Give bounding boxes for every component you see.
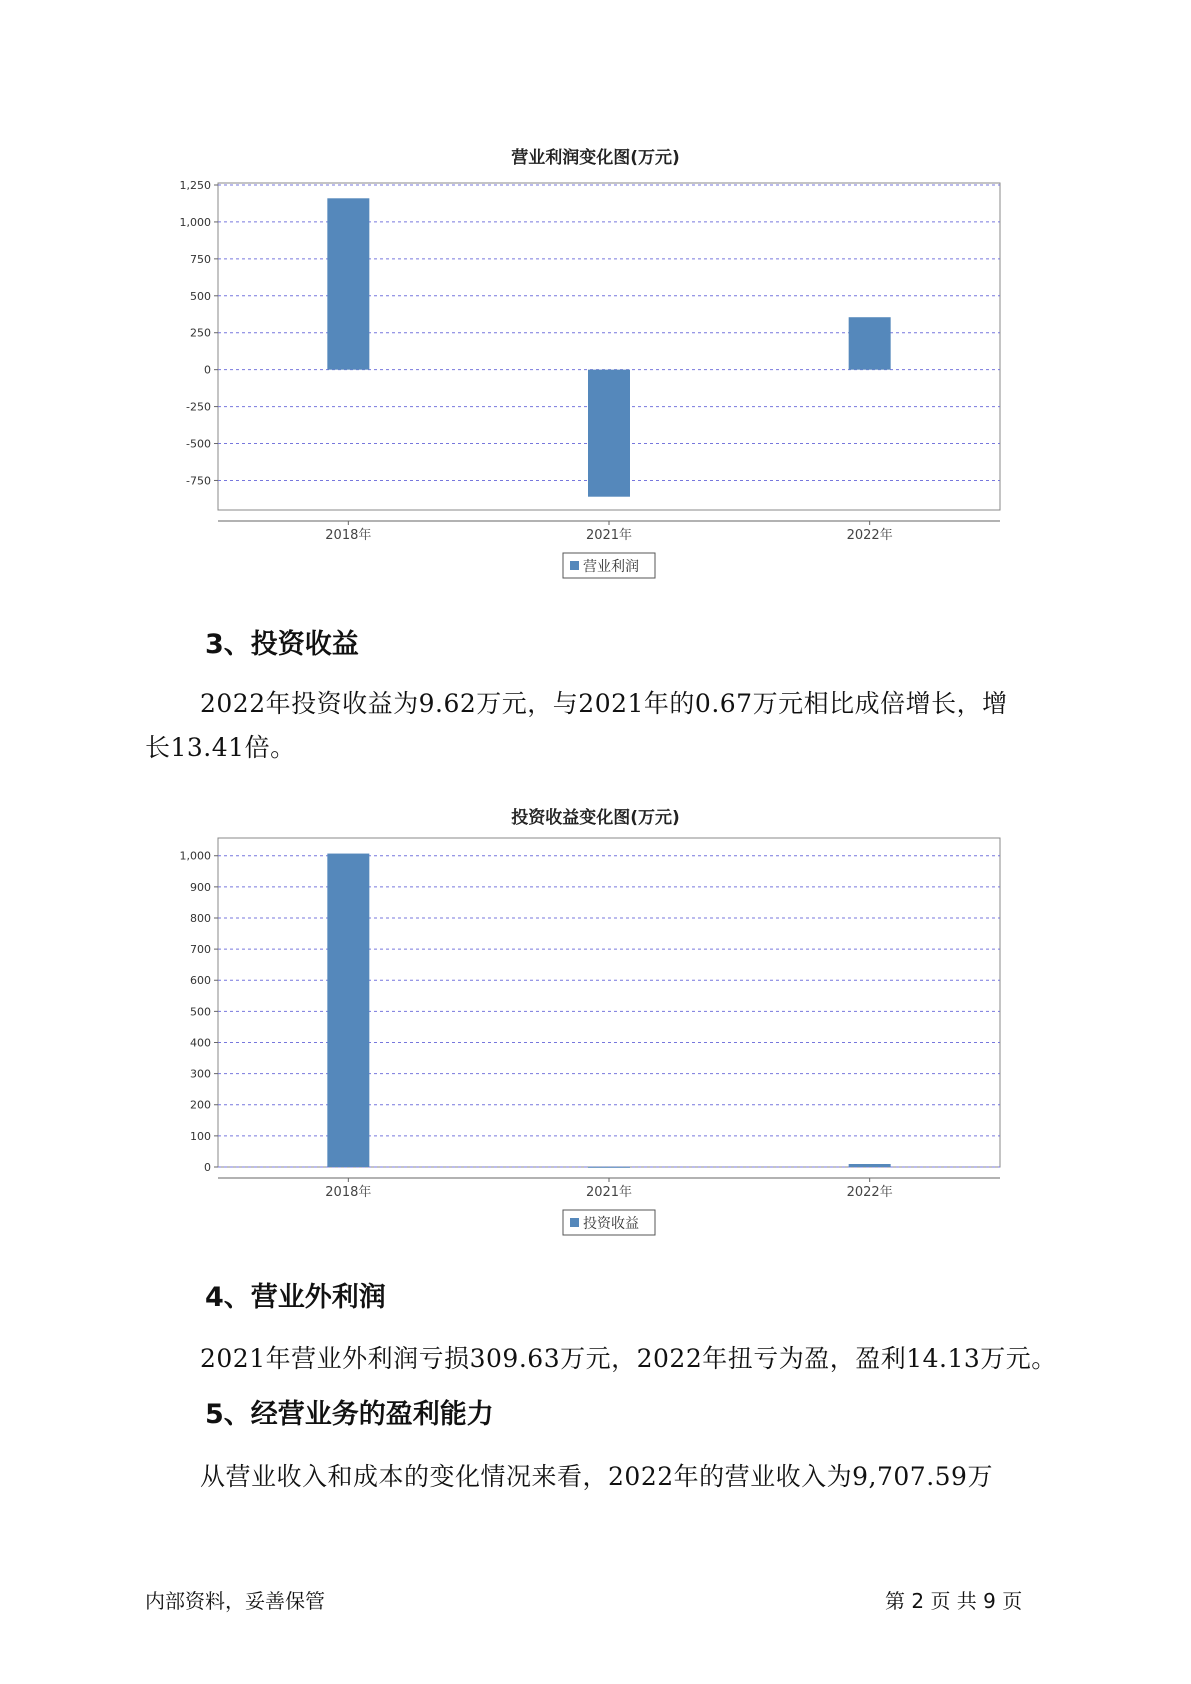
- section3-line1: 2022年投资收益为9.62万元，与2021年的0.67万元相比成倍增长，增: [200, 689, 1008, 718]
- y-tick-label: 200: [190, 1098, 211, 1112]
- x-tick-label: 2018年: [325, 1185, 372, 1200]
- bar-2022年: [849, 1164, 891, 1167]
- chart1-title: 营业利润变化图(万元): [511, 148, 680, 168]
- section3-heading: 3、投资收益: [205, 629, 359, 660]
- bar-2018年: [327, 198, 369, 369]
- y-tick-label: 900: [190, 880, 211, 894]
- x-tick-label: 2018年: [325, 528, 372, 543]
- section4-text: 2021年营业外利润亏损309.63万元，2022年扭亏为盈，盈利14.13万元。: [200, 1344, 1057, 1373]
- y-tick-label: 500: [190, 289, 211, 303]
- legend-label: 营业利润: [583, 559, 639, 575]
- y-tick-label: 300: [190, 1067, 211, 1081]
- investment-income-chart: [0, 820, 1191, 1250]
- x-tick-label: 2022年: [846, 528, 893, 543]
- y-tick-label: -500: [186, 437, 211, 451]
- bar-2021年: [588, 370, 630, 497]
- x-tick-label: 2021年: [585, 528, 633, 543]
- y-tick-label: 0: [204, 1161, 211, 1174]
- y-tick-label: 1,250: [179, 179, 211, 192]
- x-tick-label: 2021年: [585, 1185, 633, 1200]
- chart2-title: 投资收益变化图(万元): [511, 808, 680, 828]
- section4-heading: 4、营业外利润: [205, 1282, 386, 1313]
- legend-label: 投资收益: [583, 1216, 639, 1232]
- y-tick-label: 500: [190, 1005, 211, 1019]
- y-tick-label: 0: [204, 363, 211, 377]
- y-tick-label: -750: [186, 474, 211, 488]
- y-tick-label: 700: [190, 943, 211, 957]
- operating-profit-chart: [0, 160, 1191, 600]
- y-tick-label: 600: [190, 974, 211, 988]
- y-tick-label: 250: [190, 326, 211, 340]
- y-tick-label: 100: [190, 1129, 211, 1143]
- legend-swatch: [570, 561, 579, 570]
- y-tick-label: 1,000: [179, 849, 211, 863]
- legend-swatch: [570, 1218, 579, 1227]
- section3-line2: 长13.41倍。: [145, 733, 296, 762]
- footer-note: 内部资料，妥善保管: [145, 1589, 325, 1613]
- y-tick-label: 800: [190, 911, 211, 925]
- x-tick-label: 2022年: [846, 1185, 893, 1200]
- section5-heading: 5、经营业务的盈利能力: [205, 1399, 494, 1430]
- y-tick-label: 750: [190, 252, 211, 266]
- bar-2021年: [588, 1167, 630, 1168]
- bar-2018年: [327, 854, 369, 1167]
- y-tick-label: 1,000: [179, 215, 211, 229]
- bar-2022年: [849, 317, 891, 369]
- y-tick-label: 400: [190, 1036, 211, 1050]
- page-number: 第 2 页 共 9 页: [885, 1589, 1023, 1613]
- y-tick-label: -250: [186, 400, 211, 414]
- section5-text: 从营业收入和成本的变化情况来看，2022年的营业收入为9,707.59万: [200, 1462, 993, 1491]
